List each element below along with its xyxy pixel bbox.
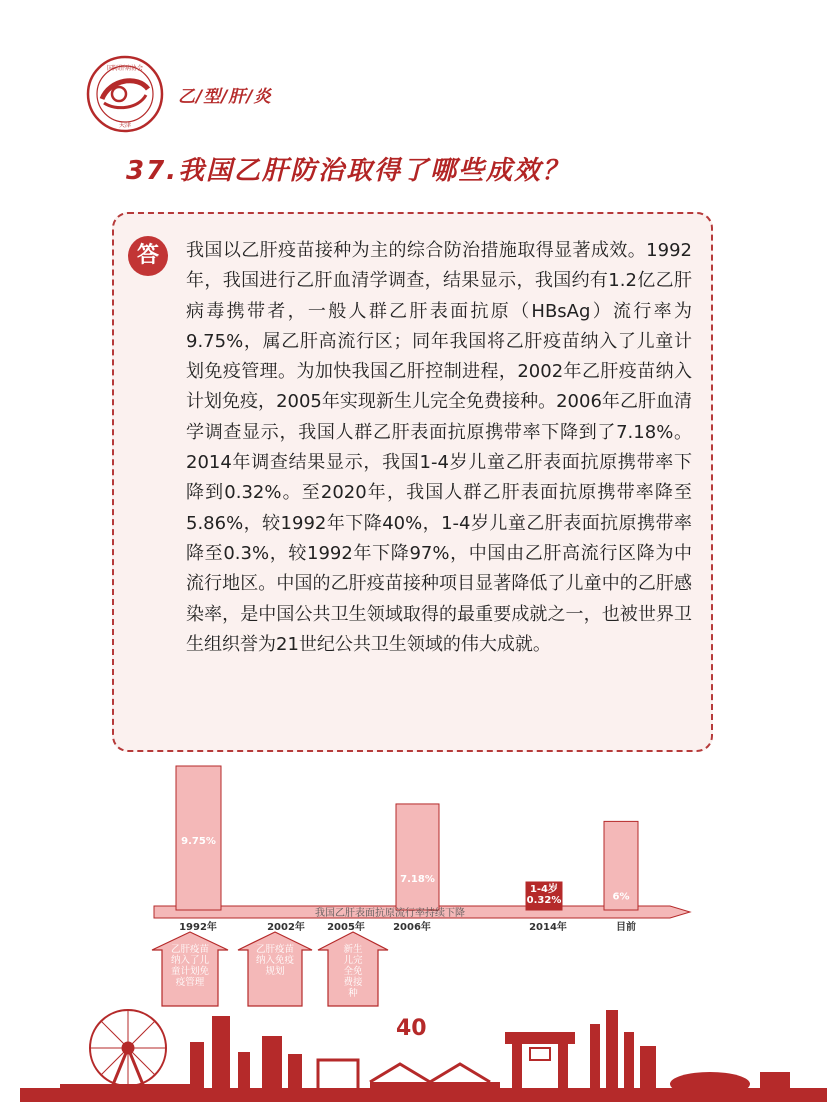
timeline-caption: 我国乙肝表面抗原流行率持续下降 <box>315 908 465 919</box>
tick-label: 目前 <box>616 922 636 933</box>
answer-badge: 答 <box>128 236 168 276</box>
bar-label-0: 9.75% <box>181 836 216 847</box>
bar-label-2: 1-4岁 <box>529 884 559 895</box>
prevalence-chart <box>150 760 710 1010</box>
milestone-text-2: 费接 <box>343 977 363 988</box>
section-tag: 乙/型/肝/炎 <box>178 87 272 107</box>
page-title: 37.我国乙肝防治取得了哪些成效？ <box>126 156 571 186</box>
milestone-text-0: 乙肝疫苗 <box>170 944 210 955</box>
bar-label-3: 6% <box>612 891 630 903</box>
milestone-text-1: 规划 <box>265 966 285 977</box>
tick-label: 1992年 <box>179 922 217 933</box>
milestone-text-1: 乙肝疫苗 <box>255 944 295 955</box>
bar-label-2: 0.32% <box>526 895 562 906</box>
answer-text: 我国以乙肝疫苗接种为主的综合防治措施取得显著成效。1992年，我国进行乙肝血清学调查，结果显示，我国约有1.2亿乙肝病毒携带者，一般人群乙肝表面抗原（HBsAg）流行率为9.75%，属乙肝高流行区；同年我国将乙肝疫苗纳入了儿童计划免疫管理。为加快我国乙肝控制进程，2002年乙肝疫苗纳入计划免疫，2005年实现新生儿完全免费接种。2006年乙肝血清学调查显示，我国人群乙肝表面抗原携带率下降到了7.18%。2014年调查结果显示，我国1-4岁儿童乙肝表面抗原携带率下降到0.32%。至2020年，我国人群乙肝表面抗原携带率降至5.86%，较1992年下降40%，1-4岁儿童乙肝表面抗原携带率降至0.3%，较1992年下降97%，中国由乙肝高流行区降为中流行地区。中国的乙肝疫苗接种项目显著降低了儿童中的乙肝感染率，是中国公共卫生领域取得的最重要成就之一，也被世界卫生组织誉为21世纪公共卫生领域的伟大成就。 <box>186 240 692 655</box>
tick-label: 2005年 <box>327 922 365 933</box>
milestone-text-0: 童计划免 <box>170 966 210 977</box>
page-number: 40 <box>396 1016 427 1041</box>
milestone-text-0: 纳入了儿 <box>170 955 210 966</box>
milestone-text-2: 种 <box>348 988 358 999</box>
milestone-text-0: 疫管理 <box>175 977 205 988</box>
milestone-text-2: 全免 <box>343 966 363 977</box>
tick-label: 2002年 <box>267 922 305 933</box>
logo-top-text: 国际肝病协会 <box>106 65 144 72</box>
bar-label-1: 7.18% <box>400 873 435 885</box>
city-skyline-illustration <box>0 1002 827 1102</box>
logo-bottom-text: 天津 <box>118 122 132 129</box>
tick-label: 2014年 <box>529 922 567 933</box>
milestone-text-2: 新生 <box>343 944 363 955</box>
milestone-text-2: 儿完 <box>343 955 363 966</box>
milestone-text-1: 纳入免疫 <box>255 955 295 966</box>
tick-label: 2006年 <box>393 922 431 933</box>
logo-emblem <box>86 55 164 133</box>
bar-1 <box>396 804 439 910</box>
